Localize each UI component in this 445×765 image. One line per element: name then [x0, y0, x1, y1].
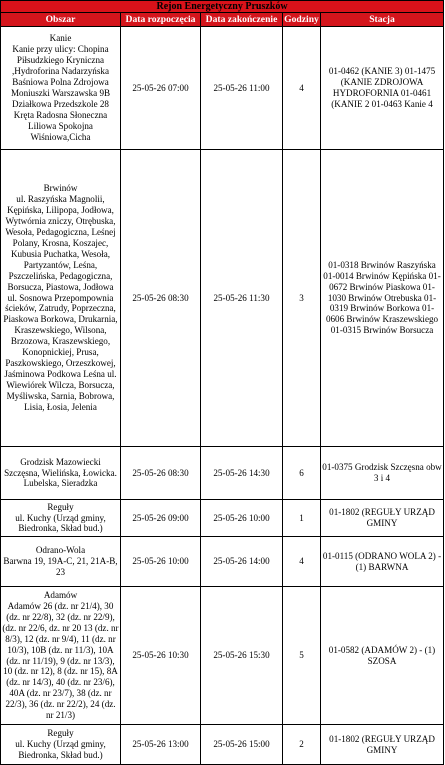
station-cell: 01-0115 (ODRANO WOLA 2) - (1) BARWNA: [321, 537, 444, 587]
area-title: Grodzisk Mazowiecki: [20, 456, 101, 467]
hours-cell: 3: [283, 150, 321, 447]
area-title: Odrano-Wola: [35, 545, 86, 556]
title-row: [1, 1, 444, 13]
hours-cell: 1: [283, 500, 321, 537]
area-title: Adamów: [43, 590, 78, 601]
header-area: Obszar: [1, 13, 121, 27]
table-row: [1, 500, 444, 537]
station-cell: 01-0375 Grodzisk Szczęsna obw 3 i 4: [321, 447, 444, 500]
area-description: Kanie przy ulicy: Chopina Piłsudzkiego Kryniczna ,Hydroforina Nadarzyńska Baśniowa Polna Zdrojowa Moniuszki Warszawska 9B Działkowa Przedszkole 28 Kręta Radosna Słoneczna Liliowa Spokojna Wiśniowa,Cicha: [10, 44, 111, 142]
start-date-cell: 25-05-26 08:30: [121, 447, 201, 500]
area-description: ul. Kuchy (Urząd gminy, Biedronka, Skład bud.): [15, 512, 106, 534]
area-cell: [1, 447, 121, 500]
end-date-cell: 25-05-26 10:00: [201, 500, 283, 537]
area-cell: [1, 150, 121, 447]
area-description: ul. Kuchy (Urząd gminy, Biedronka, Skład bud.): [15, 739, 106, 760]
end-date-cell: 25-05-26 15:30: [201, 587, 283, 725]
header-row: [1, 13, 444, 27]
area-title: Kanie: [49, 33, 72, 44]
end-date-cell: 25-05-26 14:00: [201, 537, 283, 587]
header-station: Stacja: [321, 13, 444, 27]
hours-cell: 6: [283, 447, 321, 500]
area-cell: [1, 587, 121, 725]
area-title: Reguły: [47, 501, 74, 512]
station-cell: 01-1802 (REGUŁY URZĄD GMINY: [321, 725, 444, 765]
header-hours: Godziny: [284, 13, 319, 25]
start-date-cell: 25-05-26 13:00: [121, 725, 201, 765]
hours-cell: 2: [283, 725, 321, 765]
station-cell: 01-0462 (KANIE 3) 01-1475 (KANIE ZDROJOWA HYDROFORNIA 01-0461 (KANIE 2 01-0463 Kanie 4: [321, 27, 444, 150]
area-description: Adamów 26 (dz. nr 21/4), 30 (dz. nr 22/8), 32 (dz. nr 22/9), (dz. nr 22/6, dz. nr 20 13 (dz. nr 8/3), 12 (dz. nr 9/4), 11 (dz. nr 10/3), 10B (dz. nr 11/3), 10A (dz. nr 11/19), 9 (dz. nr 13/3), 10 (dz. nr 12), 8 (dz. nr 15), 8A (dz. nr 14/3), 40 (dz. nr 23/6), 40A (dz. nr 23/7), 38 (dz. nr 22/3), 36 (dz. nr 22/2), 24 (dz. nr 21/3): [2, 600, 119, 721]
area-description: ul. Raszyńska Magnolii, Kępińska, Lilipopa, Jodłowa, Wytwórnia zniczy, Otrębuska, Wesoła, Pedagogiczna, Leśnej Polany, Krosna, Koszajec, Kubusia Puchatka, Wesoła, Partyzantów, Leśna, Pszczelińska, Pedagogiczna, Borsucza, Piastowa, Jodłowa ul. Sosnowa Przepompownia ścieków, Zatrudy, Poprzeczna, Piaskowa Borkowa, Drukarnia, Kraszewskiego, Wilsona, Brzozowa, Kraszewskiego, Konopnickiej, Prusa, Paszkowskiego, Orzeszkowej, Jaśminowa Podkowa Leśna ul. Wiewiórek Wilcza, Borsucza, Myśliwska, Sarnia, Bobrowa, Lisia, Łosia, Jelenia: [3, 194, 118, 412]
area-description: Szczęsna, Wielińska, Łowicka. Lubelska, Sieradzka: [4, 467, 117, 489]
start-date-cell: 25-05-26 07:00: [121, 27, 201, 150]
area-title: Brwinów: [43, 183, 78, 194]
end-date-cell: 25-05-26 11:00: [201, 27, 283, 150]
table-row: [1, 537, 444, 587]
table-row: [1, 587, 444, 725]
area-cell: [1, 500, 121, 537]
area-cell: [1, 725, 121, 765]
start-date-cell: 25-05-26 08:30: [121, 150, 201, 447]
area-cell: [1, 537, 121, 587]
station-cell: 01-1802 (REGUŁY URZĄD GMINY: [321, 500, 444, 537]
header-start: Data rozpoczęcia: [121, 13, 201, 27]
start-date-cell: 25-05-26 10:30: [121, 587, 201, 725]
area-title: Reguły: [47, 728, 74, 739]
header-end: Data zakończenie: [201, 13, 283, 27]
end-date-cell: 25-05-26 14:30: [201, 447, 283, 500]
hours-cell: 4: [283, 537, 321, 587]
end-date-cell: 25-05-26 11:30: [201, 150, 283, 447]
table-title: Rejon Energetyczny Pruszków: [1, 1, 444, 13]
area-cell: [1, 27, 121, 150]
station-cell: 01-0318 Brwinów Raszyńska 01-0014 Brwinów Kępińska 01-0672 Brwinów Piaskowa 01-1030 Brwinów Otrebuska 01-0319 Brwinów Borkowa 01-0606 Brwinów Kraszewskiego 01-0315 Brwinów Borsucza: [321, 150, 444, 447]
start-date-cell: 25-05-26 10:00: [121, 537, 201, 587]
table-row: [1, 27, 444, 150]
table-row: [1, 725, 444, 765]
area-description: Barwna 19, 19A-C, 21, 21A-B, 23: [3, 556, 118, 577]
start-date-cell: 25-05-26 09:00: [121, 500, 201, 537]
station-cell: 01-0582 (ADAMÓW 2) - (1) SZOSA: [321, 587, 444, 725]
table-row: [1, 150, 444, 447]
hours-cell: 4: [283, 27, 321, 150]
end-date-cell: 25-05-26 15:00: [201, 725, 283, 765]
hours-cell: 5: [283, 587, 321, 725]
table-row: [1, 447, 444, 500]
